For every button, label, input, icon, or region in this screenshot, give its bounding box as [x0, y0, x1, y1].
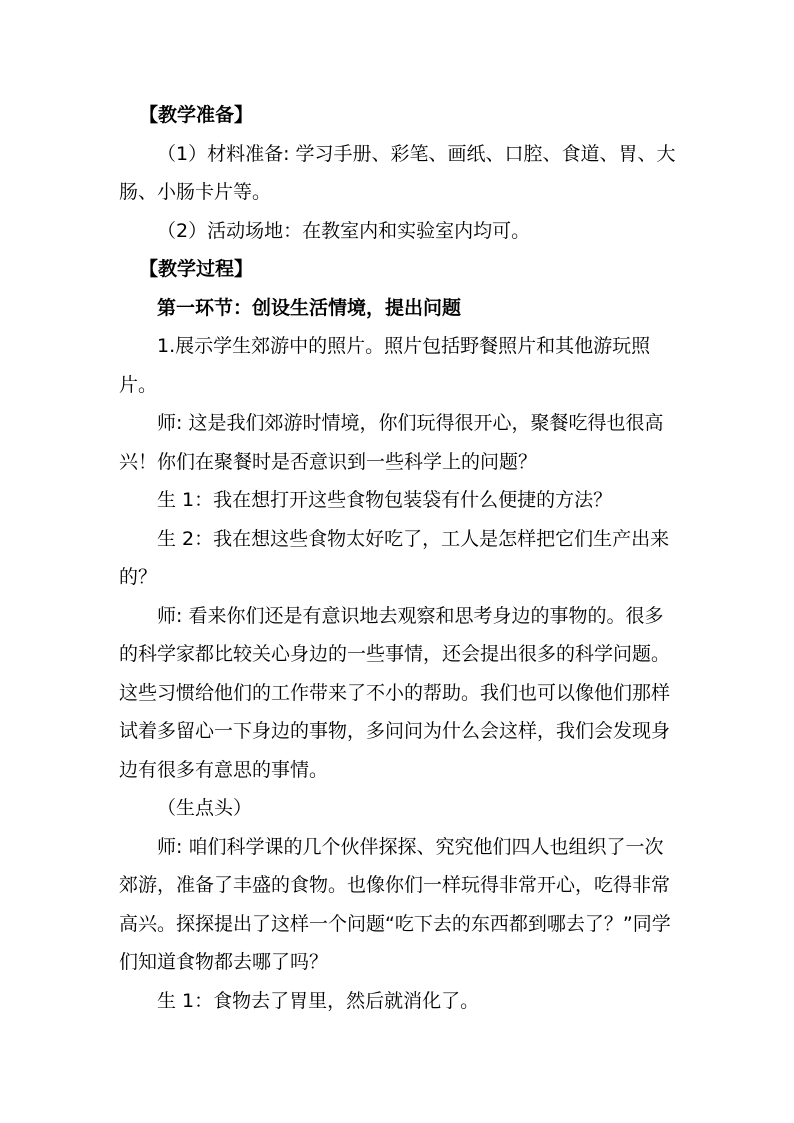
paragraph-student-1: 生 1：我在想打开这些食物包装袋有什么便捷的方法？ [157, 489, 613, 511]
paragraph-materials: （1）材料准备: 学习手册、彩笔、画纸、口腔、食道、胃、大肠、小肠卡片等。 [119, 142, 676, 203]
paragraph-teacher-2: 师: 看来你们还是有意识地去观察和思考身边的事物的。很多的科学家都比较关心身边的一些事情，还会提出很多的科学问题。这些习惯给他们的工作带来了不小的帮助。我们也可以像他们那样试着多留心一下身边的事物，多问问为什么会这样，我们会发现身边有很多有意思的事情。 [119, 604, 671, 781]
paragraph-student-answer: 生 1：食物去了胃里，然后就消化了。 [157, 989, 480, 1012]
document-page [119, 96, 679, 1020]
section-heading-preparation: 【教学准备】 [139, 104, 254, 126]
paragraph-show-photos: 1.展示学生郊游中的照片。照片包括野餐照片和其他游玩照片。 [119, 335, 651, 396]
paragraph-venue: （2）活动场地：在教室内和实验室内均可。 [157, 219, 531, 242]
stage-heading-1: 第一环节：创设生活情境，提出问题 [157, 296, 462, 319]
paragraph-teacher-3: 师: 咱们科学课的几个伙伴探探、究究他们四人也组织了一次郊游，准备了丰盛的食物。也像你们一样玩得非常开心，吃得非常高兴。探探提出了这样一个问题“吃下去的东西都到哪去了？”同学们知道食物都去哪了吗？ [119, 835, 671, 973]
paragraph-students-nod: （生点头） [157, 797, 253, 819]
section-heading-process: 【教学过程】 [139, 258, 254, 280]
paragraph-student-2: 生 2：我在想这些食物太好吃了，工人是怎样把它们生产出来的？ [119, 527, 670, 588]
paragraph-teacher-1: 师: 这是我们郊游时情境，你们玩得很开心，聚餐吃得也很高兴！你们在聚餐时是否意识到一些科学上的问题？ [119, 412, 664, 473]
